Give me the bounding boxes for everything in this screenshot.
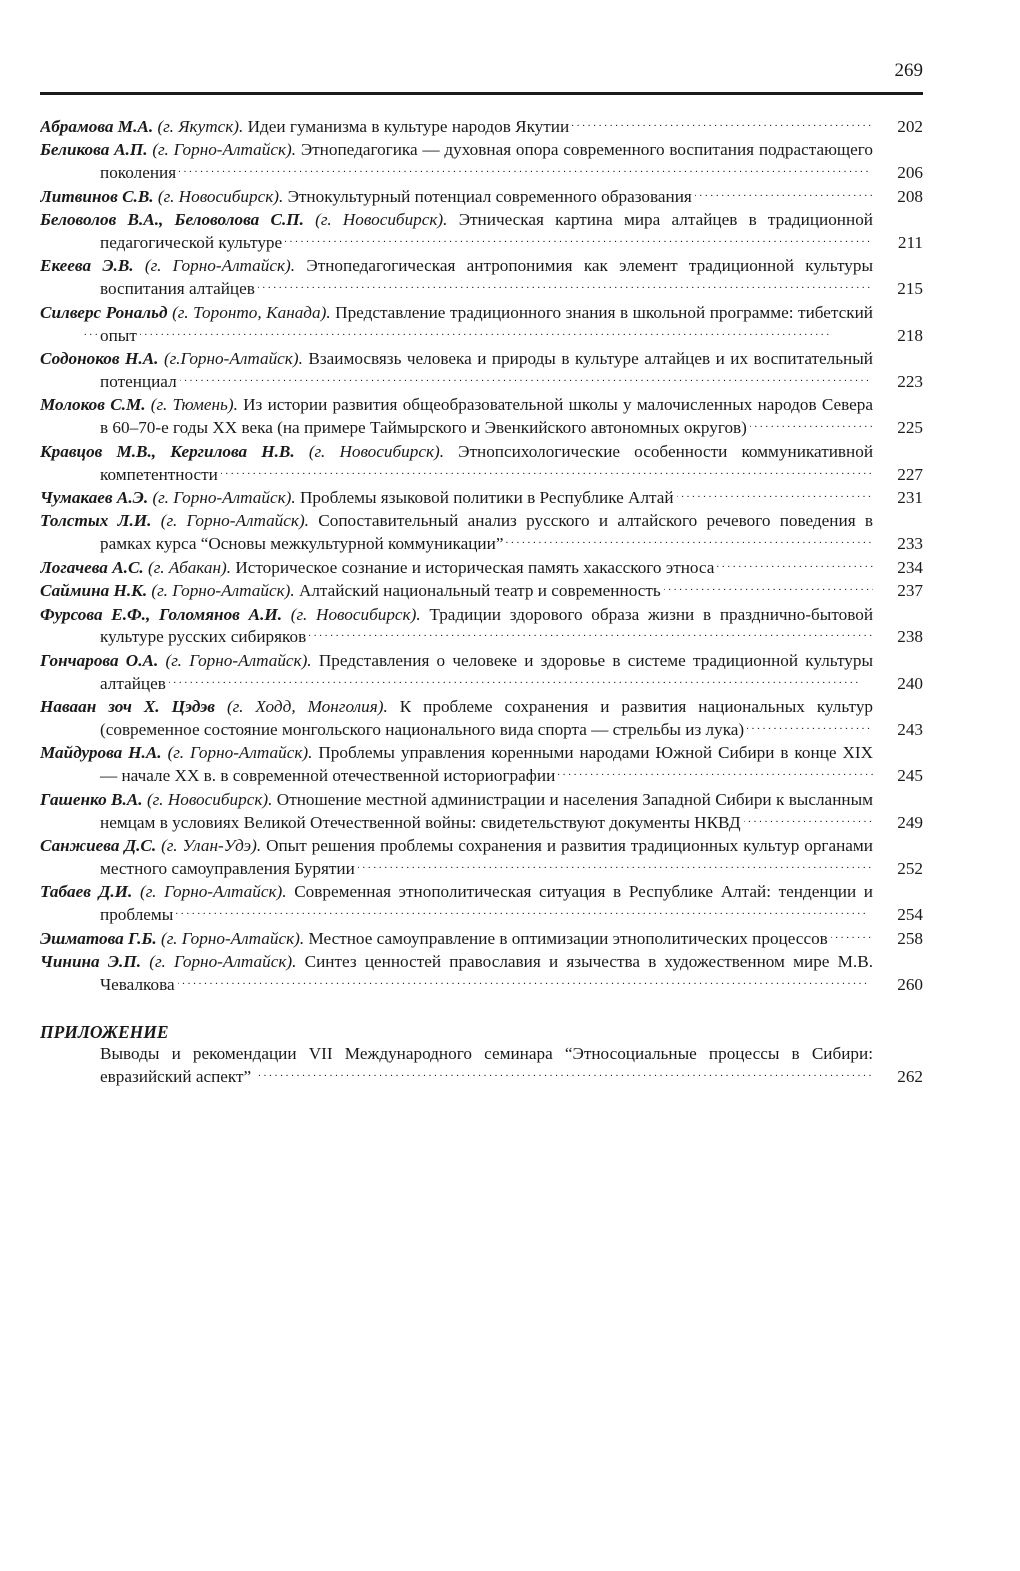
entry-author: Екеева Э.В.: [40, 256, 134, 276]
entry-author: Толстых Л.И.: [40, 511, 152, 531]
appendix-entry: [40, 1043, 923, 1089]
toc-entry: [40, 580, 923, 603]
page-number: 269: [894, 60, 923, 81]
entry-place: (г. Горно-Алтайск).: [152, 140, 297, 160]
toc-entry: [40, 835, 923, 881]
entry-page: 252: [873, 858, 923, 881]
toc-entry: [40, 186, 923, 209]
toc-entry: [40, 487, 923, 510]
entry-title: Этнокультурный потенциал современного образования: [287, 186, 692, 206]
entry-author: Майдурова Н.А.: [40, 743, 162, 763]
appendix-heading: ПРИЛОЖЕНИЕ: [40, 1021, 169, 1042]
toc-entry: [40, 650, 923, 696]
entry-author: Чумакаев А.Э.: [40, 488, 149, 507]
entry-page: 231: [873, 487, 923, 510]
appendix-page: 262: [873, 1066, 923, 1089]
entry-page: 238: [873, 626, 923, 649]
entry-page: 208: [873, 186, 923, 209]
entry-title: Современная этнополитическая ситуация в Республике Алтай: тенденции и проблемы: [100, 882, 873, 925]
entry-place: (г.Горно-Алтайск).: [163, 349, 303, 369]
entry-place: (г. Горно-Алтайск).: [165, 650, 312, 670]
entry-place: (г. Торонто, Канада).: [172, 302, 331, 322]
entry-page: 202: [873, 116, 923, 139]
entry-page: 215: [873, 278, 923, 301]
entry-title: Синтез ценностей православия и язычества в художественном мире М.В. Чевалкова: [100, 952, 873, 995]
entry-place: (г. Ходд, Монголия).: [226, 697, 388, 717]
entry-author: Беликова А.П.: [40, 140, 148, 160]
entry-author: Литвинов С.В.: [40, 186, 154, 206]
entry-page: 260: [873, 974, 923, 997]
entry-place: (г. Горно-Алтайск).: [152, 488, 296, 507]
entry-place: (г. Якутск).: [157, 117, 244, 136]
header-rule: [40, 92, 923, 95]
toc-entry: [40, 209, 923, 255]
table-of-contents: [40, 116, 923, 1089]
toc-entry: [40, 116, 923, 139]
entry-author: Чинина Э.П.: [40, 952, 142, 972]
entry-page: 223: [873, 371, 923, 394]
entry-place: (г. Горно-Алтайск).: [144, 256, 296, 276]
entry-title: Представление традиционного знания в школьной программе: тибетский опыт: [100, 302, 873, 345]
entry-title: Проблемы языковой политики в Республике Алтай: [299, 488, 674, 507]
entry-author: Молоков С.М.: [40, 395, 146, 415]
entry-title: К проблеме сохранения и развития национальных культур (современное состояние монгольского национального вида спорта — стрельбы из лука): [100, 697, 873, 740]
toc-entry: [40, 510, 923, 556]
entry-title: Этнопсихологические особенности коммуникативной компетентности: [100, 441, 873, 484]
entry-place: (г. Абакан).: [148, 557, 232, 577]
toc-entry: [40, 742, 923, 788]
entry-page: 258: [873, 928, 923, 951]
entry-place: (г. Горно-Алтайск).: [139, 882, 287, 902]
entry-title: Историческое сознание и историческая память хакасского этноса: [235, 557, 715, 577]
entry-place: (г. Горно-Алтайск).: [160, 928, 305, 948]
entry-page: 206: [873, 162, 923, 185]
entry-place: (г. Горно-Алтайск).: [149, 952, 297, 972]
toc-entry: [40, 441, 923, 487]
entry-page: 245: [873, 765, 923, 788]
entry-place: (г. Новосибирск).: [308, 441, 445, 461]
entry-page: 237: [873, 580, 923, 603]
entry-author: Табаев Д.И.: [40, 882, 133, 902]
toc-entry: [40, 557, 923, 580]
entry-title: Этнопедагогическая антропонимия как элемент традиционной культуры воспитания алтайцев: [100, 256, 873, 299]
entry-page: 218: [873, 325, 923, 348]
entry-page: 211: [873, 232, 923, 255]
entry-author: Наваан зоч Х. Цэдэв: [40, 697, 215, 717]
toc-entry: [40, 928, 923, 951]
toc-entry: [40, 881, 923, 927]
entry-place: (г. Новосибирск).: [146, 789, 273, 809]
entry-place: (г. Горно-Алтайск).: [151, 581, 295, 601]
entry-author: Содоноков Н.А.: [40, 349, 159, 369]
entry-place: (г. Новосибирск).: [315, 210, 448, 230]
entry-place: (г. Улан-Удэ).: [161, 836, 262, 856]
entry-title: Взаимосвязь человека и природы в культуре алтайцев и их воспитательный потенциал: [100, 349, 873, 391]
entry-author: Фурсова Е.Ф., Голомянов А.И.: [40, 604, 283, 624]
toc-entry: [40, 302, 923, 348]
entry-page: 234: [873, 557, 923, 580]
toc-entry: [40, 348, 923, 394]
entry-author: Абрамова М.А.: [40, 117, 154, 136]
entry-author: Логачева А.С.: [40, 557, 144, 577]
toc-entry: [40, 394, 923, 440]
entry-title: Опыт решения проблемы сохранения и развития традиционных культур органами местного самоуправления Бурятии: [100, 836, 873, 878]
entry-page: 233: [873, 533, 923, 556]
entry-author: Гончарова О.А.: [40, 650, 159, 670]
entry-author: Саймина Н.К.: [40, 581, 148, 601]
toc-entry: [40, 604, 923, 650]
entry-title: Проблемы управления коренными народами Южной Сибири в конце XIX — начале ХХ в. в современной отечественной историографии: [100, 743, 873, 786]
entry-place: (г. Новосибирск).: [290, 604, 421, 624]
entry-page: 249: [873, 812, 923, 835]
toc-entry: [40, 139, 923, 185]
entry-author: Беловолов В.А., Беловолова С.П.: [40, 210, 304, 230]
entry-title: Идеи гуманизма в культуре народов Якутии: [247, 117, 570, 136]
toc-entry: [40, 696, 923, 742]
entry-title: Отношение местной администрации и населения Западной Сибири к высланным немцам в условиях Великой Отечественной войны: свидетельствуют документы НКВД: [100, 789, 873, 832]
entry-title: Алтайский национальный театр и современность: [298, 581, 661, 601]
entry-author: Эшматова Г.Б.: [40, 928, 157, 948]
entry-place: (г. Горно-Алтайск).: [167, 743, 313, 763]
entry-place: (г. Тюмень).: [150, 395, 238, 415]
entry-page: 227: [873, 464, 923, 487]
entry-page: 243: [873, 719, 923, 742]
entry-title: Сопоставительный анализ русского и алтайского речевого поведения в рамках курса “Основы межкультурной коммуникации”: [100, 511, 873, 554]
entry-author: Кравцов М.В., Кергилова Н.В.: [40, 441, 295, 461]
entry-title: Из истории развития общеобразовательной школы у малочисленных народов Севера в 60–70-е годы ХХ века (на примере Таймырского и Эвенкийского автономных округов): [100, 395, 873, 438]
entry-page: 254: [873, 904, 923, 927]
toc-entry: [40, 789, 923, 835]
appendix-title: Выводы и рекомендации VII Международного семинара “Этносоциальные процессы в Сибири: евразийский аспект”: [100, 1043, 873, 1086]
entry-page: 240: [873, 673, 923, 696]
entry-page: 225: [873, 417, 923, 440]
entry-place: (г. Горно-Алтайск).: [160, 511, 309, 531]
entry-title: Этническая картина мира алтайцев в традиционной педагогической культуре: [100, 210, 873, 253]
entry-title: Местное самоуправление в оптимизации этнополитических процессов: [308, 928, 828, 948]
toc-entry: [40, 255, 923, 301]
entry-title: Представления о человеке и здоровье в системе традиционной культуры алтайцев: [100, 650, 873, 693]
entry-place: (г. Новосибирск).: [157, 186, 284, 206]
entry-author: Гашенко В.А.: [40, 789, 143, 809]
entry-title: Этнопедагогика — духовная опора современного воспитания подрастающего поколения: [100, 140, 873, 183]
entry-title: Традиции здорового образа жизни в празднично-бытовой культуре русских сибиряков: [100, 604, 873, 647]
entry-author: Силверс Рональд: [40, 302, 168, 322]
entry-author: Санжиева Д.С.: [40, 836, 157, 856]
toc-entry: [40, 951, 923, 997]
